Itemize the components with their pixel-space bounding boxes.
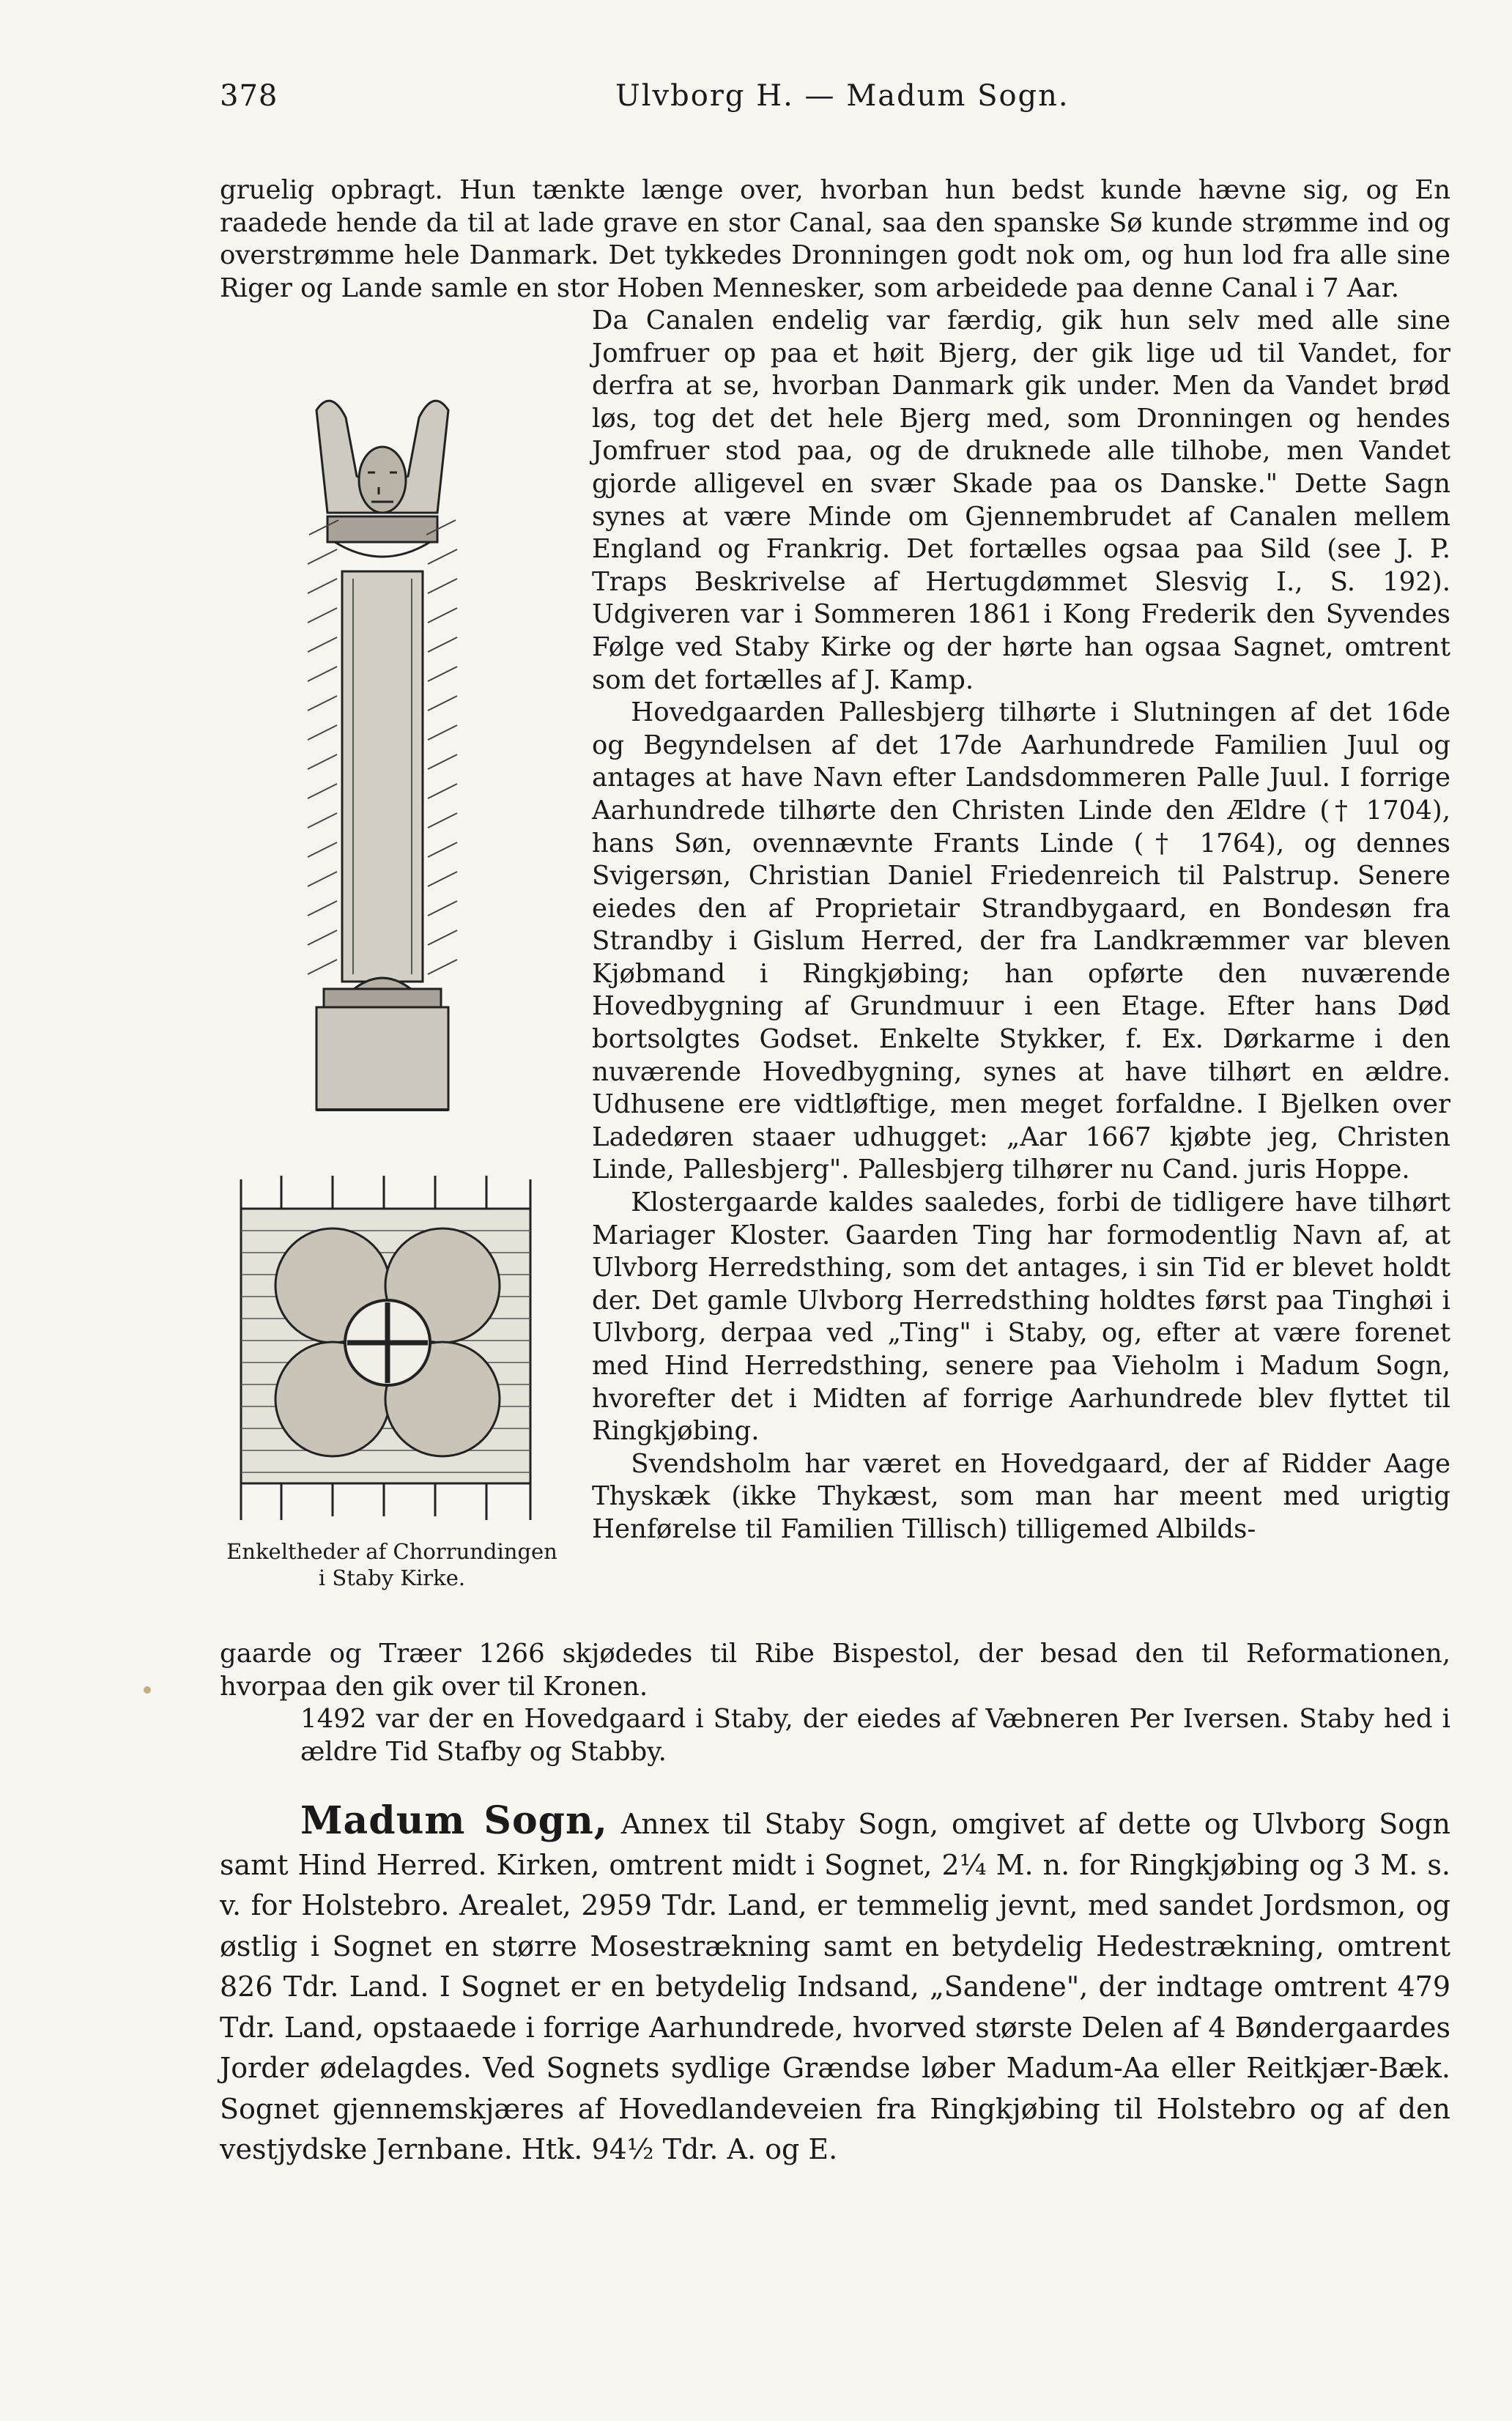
paragraph-pallesbjerg: Hovedgaarden Pallesbjerg tilhørte i Slutningen af det 16de og Begyndelsen af det 17de Aarhundrede Familien Juul og antages at have Navn efter Landsdommeren Palle Juul. I forrige Aarhundrede tilhørte den Christen Linde den Ældre († 1704), hans Søn, ovennævnte Frants Linde († 1764), og dennes Svigersøn, Christian Daniel Friedenreich til Palstrup. Senere eiedes den af Proprietair Strandbygaard, en Bondesøn fra Strandby i Gislum Herred, der fra Landkræmmer var bleven Kjøbmand i Ringkjøbing; han opførte den nuværende Hovedbygning af Grundmuur i een Etage. Efter hans Død bortsolgtes Godset. Enkelte Stykker, f. Ex. Dørkarme i den nuværende Hovedbygning, synes at have tilhørt en ældre. Udhusene ere vidtløftige, men meget forfaldne. I Bjelken over Ladedøren staaer udhugget: „Aar 1667 kjøbte jeg, Christen Linde, Pallesbjerg". Pallesbjerg tilhører nu Cand. juris Hoppe. — [592, 697, 1450, 1185]
page-number: 378 — [220, 79, 278, 113]
paragraph-staby: 1492 var der en Hovedgaard i Staby, der eiedes af Væbneren Per Iversen. Staby hed i ældre Tid Stafby og Stabby. — [300, 1704, 1450, 1767]
page-header — [220, 79, 1450, 123]
running-title: Ulvborg H. — Madum Sogn. — [615, 79, 1070, 113]
section-title: Madum Sogn, — [300, 1798, 608, 1843]
paragraph-svendsholm: Svendsholm har været en Hovedgaard, der af Ridder Aage Thyskæk (ikke Thykæst, som man har meent med urigtig Henførelse til Familien Tillisch) tilligemed Albilds- — [592, 1448, 1450, 1544]
quatrefoil-illustration — [223, 1165, 552, 1524]
column-illustration — [302, 388, 463, 1121]
section-madum — [220, 1798, 1450, 2170]
margin-mark — [144, 1686, 151, 1694]
paragraph-klostergaarde: Klostergaarde kaldes saaledes, forbi de tidligere have tilhørt Mariager Kloster. Gaarden Ting har formodentlig Navn af, at Ulvborg Herredsthing, som det antages, i sin Tid er blevet holdt der. Det gamle Ulvborg Herredsthing holdtes først paa Tinghøi i Ulvborg, derpaa ved „Ting" i Staby, og, efter at være forenet med Hind Herredsthing, senere paa Vieholm i Madum Sogn, hvorefter det i Midten af forrige Aarhundrede blev flyttet til Ringkjøbing. — [592, 1187, 1450, 1447]
paragraph-svendsholm-cont: gaarde og Træer 1266 skjødedes til Ribe Bispestol, der besad den til Reformationen, hvorpaa den gik over til Kronen. — [220, 1639, 1450, 1702]
section-body: Annex til Staby Sogn, omgivet af dette og Ulvborg Sogn samt Hind Herred. Kirken, omtrent midt i Sognet, 2¼ M. n. for Ringkjøbing og 3 M. s. v. for Holstebro. Arealet, 2959 Tdr. Land, er temmelig jevnt, med sandet Jordsmon, og østlig i Sognet en større Mosestrækning samt en betydelig Hedestrækning, omtrent 826 Tdr. Land. I Sognet er en betydelig Indsand, „Sandene", der indtage omtrent 479 Tdr. Land, opstaaede i forrige Aarhundrede, hvorved største Delen af 4 Bøndergaardes Jorder ødelagdes. Ved Sognets sydlige Grændse løber Madum-Aa eller Reitkjær-Bæk. Sognet gjennemskjæres af Hovedlandeveien fra Ringkjøbing til Holstebro og af den vestjydske Jernbane. Htk. 94½ Tdr. A. og E. — [220, 1808, 1450, 2165]
paragraph-opening: gruelig opbragt. Hun tænkte længe over, hvorban hun bedst kunde hævne sig, og En raadede hende da til at lade grave en stor Canal, saa den spanske Sø kunde strømme ind og overstrømme hele Danmark. Det tykkedes Dronningen godt nok om, og hun lod fra alle sine Riger og Lande samle en stor Hoben Mennesker, som arbeidede paa denne Canal i 7 Aar. — [220, 175, 1450, 303]
text-column-right — [592, 305, 1450, 1546]
figure-caption: Enkeltheder af Chorrundingen i Staby Kirke. — [226, 1539, 557, 1590]
paragraph-legend-end: Da Canalen endelig var færdig, gik hun selv med alle sine Jomfruer op paa et høit Bjerg, der gik lige ud til Vandet, for derfra at se, hvorban Danmark gik under. Men da Vandet brød løs, tog det det hele Bjerg med, som Dronningen og hendes Jomfruer stod paa, og de druknede alle tilhobe, men Vandet gjorde alligevel en svær Skade paa os Danske." Dette Sagn synes at være Minde om Gjennembrudet af Canalen mellem England og Frankrig. Det fortælles ogsaa paa Sild (see J. P. Traps Beskrivelse af Hertugdømmet Slesvig I., S. 192). Udgiveren var i Sommeren 1861 i Kong Frederik den Syvendes Følge ved Staby Kirke og der hørte han ogsaa Sagnet, omtrent som det fortælles af J. Kamp. — [592, 305, 1450, 695]
paragraph-closing — [220, 1638, 1450, 1768]
